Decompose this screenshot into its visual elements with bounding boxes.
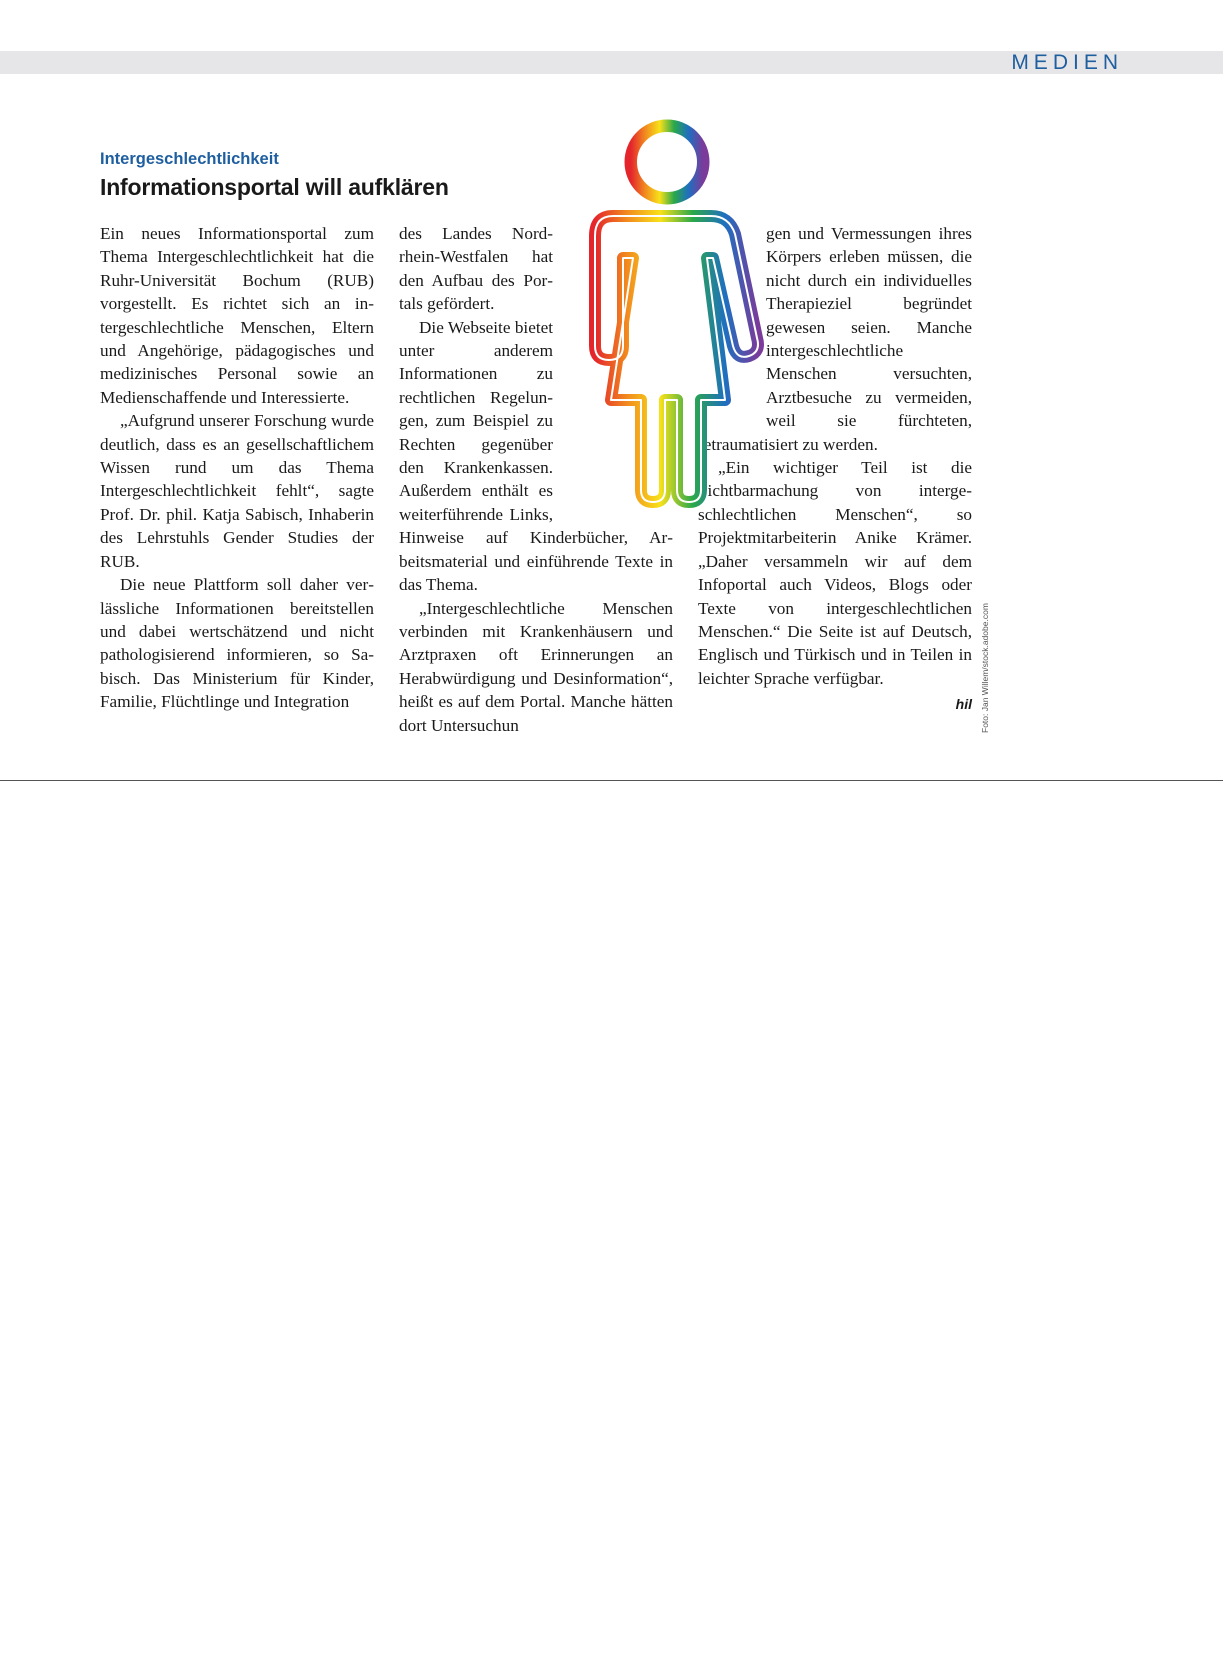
article-kicker: Intergeschlechtlichkeit — [100, 150, 279, 168]
article-headline: Informationsportal will aufklären — [100, 174, 449, 200]
photo-credit: Foto: Jan Willem/stock.adobe.com — [980, 603, 990, 733]
section-label: MEDIEN — [1011, 51, 1123, 74]
paragraph: des Landes Nordrhein-Westfalen hat den Aufbau des Portals gefördert. — [399, 224, 553, 314]
paragraph: „Ein wichtiger Teil ist die Sichtbarmachung von intergeschlechtlichen Menschen“, so Projektmitarbeiterin Anike Krämer. „Daher versammeln wir auf dem Infoportal auch Videos, Blogs oder Texte von intergeschlechtlichen Menschen.“ Die Seite ist auf Deutsch, Englisch und Türkisch und in Teilen in leichter Sprache verfügbar. — [698, 458, 972, 688]
paragraph: Die neue Plattform soll daher verlässliche Informationen bereitstellen und dabei wertschätzend und nicht pathologisierend informieren, so Sabisch. Das Ministerium für Kinder, Familie, Flüchtlinge und Integration — [100, 575, 374, 712]
paragraph: „Aufgrund unserer Forschung wurde deutlich, dass es an gesellschaftlichem Wissen rund um das Thema Intergeschlechtlichkeit fehlt“, sagte Prof. Dr. phil. Katja Sabisch, Inhaberin des Lehrstuhls Gender Studies der RUB. — [100, 411, 374, 571]
rainbow-intersex-figure-icon — [565, 118, 775, 538]
article-column-1 — [100, 222, 374, 714]
paragraph: Die Webseite bietet unter anderem Informationen zu rechtlichen Regelungen, zum Beispiel zu Rechten gegenüber den Krankenkassen. Außerdem enthält es weiterführende Links, Hinweise auf Kinderbücher, Arbeitsmaterial und einführende Texte in das Thema. — [399, 317, 673, 595]
paragraph: gen und Vermessungen ihres Körpers erleben müssen, die nicht durch ein individuelles Therapieziel begründet gewesen seien. Manche intergeschlechtliche Menschen versuchten, Arztbesuche zu vermeiden, weil sie fürchteten, retraumatisiert zu werden. — [698, 224, 972, 454]
paragraph: „Intergeschlechtliche Menschen verbinden mit Krankenhäusern und Arztpraxen oft Erinnerungen an Herabwürdigung und Desinformation“, heißt es auf dem Portal. Manche hätten dort Untersuchun — [399, 598, 673, 735]
paragraph: Ein neues Informationsportal zum Thema Intergeschlechtlichkeit hat die Ruhr-Universität Bochum (RUB) vorgestellt. Es richtet sich an intergeschlechtliche Menschen, Eltern und Angehörige, pädagogisches und medizinisches Personal sowie an Medienschaffende und Interessierte. — [100, 224, 374, 407]
author-tag: hil — [955, 696, 972, 713]
page-divider — [0, 780, 1223, 781]
